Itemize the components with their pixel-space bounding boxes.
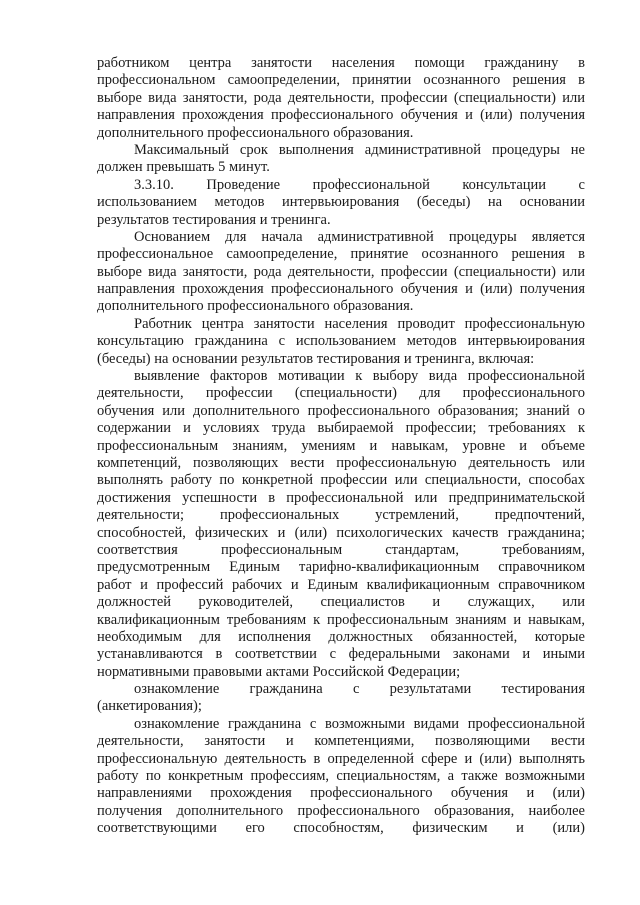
section-heading-line: 3.3.10. Проведение профессиональной консультации с: [134, 176, 585, 193]
text-line: ознакомление гражданина с возможными видами профессиональной: [134, 715, 585, 732]
text-line: необходимым для исполнения должностных обязанностей, которые: [97, 628, 585, 645]
text-line: квалификационным требованиям к профессиональным знаниям и навыкам,: [97, 611, 585, 628]
text-line: профессиональную деятельность в определенной сфере и (или) выполнять: [97, 750, 585, 767]
paragraph-grounds: [97, 229, 585, 316]
paragraph-consultation: [97, 316, 585, 368]
text-line: работ и профессий рабочих и Единым квалификационным справочником: [97, 576, 585, 593]
text-line: содержании и условиях труда выбираемой профессии; требованиях к: [97, 420, 585, 437]
text-line: получения дополнительного профессионального образования, наиболее: [97, 802, 585, 819]
text-line: направлениями прохождения профессионального обучения и (или): [97, 785, 585, 802]
list-item-activity-types: [97, 716, 585, 838]
text-line: дополнительного профессионального образования.: [97, 124, 414, 141]
paragraph-max-duration: [97, 142, 585, 177]
text-line: выборе вида занятости, рода деятельности, профессии (специальности) или: [97, 89, 585, 106]
text-line: Максимальный срок выполнения административной процедуры не: [134, 141, 585, 158]
text-line: (анкетирования);: [97, 698, 202, 715]
list-item-test-results: [97, 681, 585, 716]
text-line: должен превышать 5 минут.: [97, 159, 270, 176]
text-line: Основанием для начала административной процедуры является: [134, 228, 585, 245]
text-line: компетенций, позволяющих вести профессиональную деятельность или: [97, 454, 585, 471]
text-line: работу по конкретным профессиям, специальностям, а также возможными: [97, 768, 585, 785]
text-line: деятельности; профессиональных устремлений, предпочтений,: [97, 507, 585, 524]
text-line: (беседы) на основании результатов тестирования и тренинга, включая:: [97, 350, 535, 367]
text-line: способностей, физических и (или) психологических качеств гражданина;: [97, 524, 585, 541]
text-line: достижения успешности в профессиональной или предпринимательской: [97, 489, 585, 506]
text-line: Работник центра занятости населения проводит профессиональную: [134, 315, 585, 332]
list-item-motivation-factors: [97, 368, 585, 681]
text-line: профессиональным знаниям, умениям и навыкам, уровне и объеме: [97, 437, 585, 454]
text-line: направления прохождения профессионального обучения и (или) получения: [97, 107, 585, 124]
text-line: деятельности, занятости и компетенциями, позволяющими вести: [97, 733, 585, 750]
text-line: выполнять работу по конкретной профессии или специальности, способах: [97, 472, 585, 489]
text-line: использованием методов интервьюирования (беседы) на основании: [97, 194, 585, 211]
text-line: работником центра занятости населения помощи гражданину в: [97, 55, 585, 71]
text-line: консультацию гражданина с использованием методов интервьюирования: [97, 333, 585, 350]
text-line: выборе вида занятости, рода деятельности, профессии (специальности) или: [97, 263, 585, 280]
text-line: обучения или дополнительного профессионального образования; знаний о: [97, 402, 585, 419]
text-line: нормативными правовыми актами Российской Федерации;: [97, 663, 461, 680]
paragraph-assistance-continuation: [97, 55, 585, 142]
text-line: профессиональное самоопределение, принятие осознанного решения в: [97, 246, 585, 263]
text-line: ознакомление гражданина с результатами тестирования: [134, 681, 585, 698]
text-line: предусмотренным Единым тарифно-квалификационным справочником: [97, 559, 585, 576]
text-line: профессиональном самоопределении, принятии осознанного решения в: [97, 72, 585, 89]
text-line: соответствующими его способностям, физическим и (или): [97, 820, 585, 837]
text-line: результатов тестирования и тренинга.: [97, 211, 331, 228]
text-line: должностей руководителей, специалистов и служащих, или: [97, 594, 585, 611]
text-line: устанавливаются в соответствии с федеральными законами и иными: [97, 646, 585, 663]
paragraph-section-3-3-10: [97, 177, 585, 229]
document-page: [97, 55, 585, 838]
text-line: дополнительного профессионального образования.: [97, 298, 414, 315]
text-line: деятельности, профессии (специальности) для профессионального: [97, 385, 585, 402]
text-line: соответствия профессиональным стандартам, требованиям,: [97, 541, 585, 558]
text-line: выявление факторов мотивации к выбору вида профессиональной: [134, 368, 585, 385]
text-line: направления прохождения профессионального обучения и (или) получения: [97, 281, 585, 298]
